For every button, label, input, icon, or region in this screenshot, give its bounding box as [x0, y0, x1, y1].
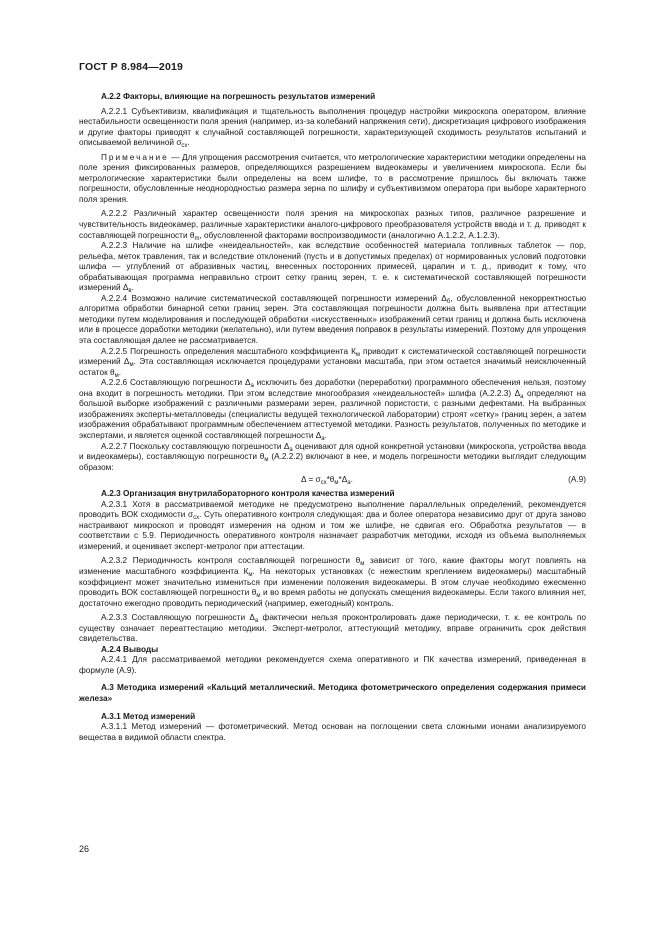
section-heading-a31: А.3.1 Метод измерений — [101, 711, 196, 721]
paragraph-a233: А.2.3.3 Составляющую погрешности $\Delta_а$ фактически нельзя проконтролировать даже периодически, т. к. ее контроль по существу означает переаттестацию методики. Эксперт-метролог, аттестующий методику, вправе ограничить срок действия свидетельства. — [79, 613, 586, 644]
page-number: 26 — [79, 844, 90, 854]
note-paragraph: Примечание — Для упрощения рассмотрения считается, что метрологические характеристики методики определены на поле зрения фиксированных размеров, определяющихся разрешением видеокамеры и увеличением микроскопа. Если бы метрологические характеристики были определены на всем шлифе, то в рассмотрение пришлось бы включать также погрешности, обусловленные неоднородностью размера зерна по шлифу и субъективизмом оператора при выборе характерного поля зрения. — [79, 152, 586, 204]
paragraph-a226: А.2.2.6 Составляющую погрешности $\Delta_а$ исключить без доработки (переработки) программного обеспечения нельзя, поэтому она входит в погрешность методики. При этом вследствие многообразия «неидеальностей» шлифа (А.2.2.3) $\Delta_а$ определяют на большой выборке изображений с различными размерами зерен, различной пористости, с разными дефектами. На выбранных изображениях эксперты-металловеды (специалисты ведущей технологической лаборатории) строят «сетку» границ зерен, а затем изображения обрабатывают программным обеспечением аттестуемой методики. Разность результатов, полученных по методике и экспертами, и является оценкой составляющей погрешности $\Delta_а$. — [79, 378, 586, 442]
note-label: Примечание — [101, 152, 169, 162]
paragraph-a311: А.3.1.1 Метод измерений — фотометрический. Метод основан на поглощении света сложными ионами анализируемого вещества в видимой области спектра. — [79, 722, 586, 742]
document-body — [79, 92, 586, 743]
paragraph-a231: А.2.3.1 Хотя в рассматриваемой методике не предусмотрено выполнение параллельных определений, рекомендуется проводить ВОК сходимости $\sigma_{сх}$. Суть оперативного контроля следующая: два и более оператора независимо друг от друга заново настраивают микроскоп и проводят измерения на одном и том же шлифе, не сдвигая его. Обработка результатов — в соответствии с 5.9. Периодичность оперативного контроля назначает разработчик методики, исходя из объема выполняемых измерений, и оценивает эксперт-метролог при аттестации. — [79, 499, 586, 551]
paragraph-a223: А.2.2.3 Наличие на шлифе «неидеальностей», как вследствие особенностей материала топливных таблеток — пор, рельефа, меток травления, так и вследствие отклонений (пусть и в допустимых пределах) от нормированных условий подготовки шлифа — углублений от абразивных частиц, внесенных посторонних примесей, царапин и т. д., приводит к тому, что обрабатывающая программа неправильно строит сетку границ зерен, т. е. к систематической составляющей погрешности измерений $\Delta_в$. — [79, 241, 586, 295]
paragraph-a227: А.2.2.7 Поскольку составляющую погрешности $\Delta_а$ оценивают для одной конкретной установки (микроскопа, устройства ввода и видеокамеры), составляющую погрешности $\theta_м$ (А.2.2.2) включают в нее, и модель погрешности методики выглядит следующим образом: — [79, 441, 586, 472]
formula-body: $\Delta = \sigma_{сх}*\theta_м*\Delta_а$. — [301, 475, 353, 487]
paragraph-a224: А.2.2.4 Возможно наличие систематической составляющей погрешности измерений $\Delta_б$, обусловленной некорректностью алгоритма обработки бинарной сетки границ зерен. Эта составляющая погрешности должна быть выявлена при аттестации методики путем моделирования и последующей обработки «искусственных» изображений сетки границ и должна быть исключена или в процессе доработки методики (желательно), или путем введения поправок в результаты измерений. Поэтому для упрощения эта составляющая далее не рассматривается. — [79, 293, 587, 346]
section-heading-a23: А.2.3 Организация внутрилабораторного контроля качества измерений — [101, 489, 395, 499]
section-heading-a22: А.2.2 Факторы, влияющие на погрешность результатов измерений — [101, 92, 376, 101]
paragraph-a222: А.2.2.2 Различный характер освещенности поля зрения на микроскопах разных типов, различное разрешение и чувствительность видеокамер, различные характеристики аналого-цифрового преобразователя устройств ввода и т. д. приводят к составляющей погрешности $\theta_m$, обусловленной факторами воспроизводимости (аналогично А.1.2.2, А.1.2.3). — [79, 209, 586, 242]
section-heading-a24: А.2.4 Выводы — [101, 644, 159, 654]
section-heading-a3: А.3 Методика измерений «Кальций металлический. Методика фотометрического определения содержания примеси железа» — [79, 683, 586, 703]
paragraph-a232: А.2.3.2 Периодичность контроля составляющей погрешности $\theta_м$ зависит от того, какие факторы могут повлиять на изменение масштабного коэффициента $К_м$. На некоторых установках (с нежестким креплением видеокамеры) масштабный коэффициент может значительно измениться при изменении положения видеокамеры. В этом случае необходимо ежесменно проводить ВОК составляющей погрешности $\theta_м$ и во время работы не допускать смещения видеокамеры. Если такого влияния нет, достаточно ежегодно проводить периодический (например, ежегодный) контроль. — [79, 556, 586, 608]
paragraph-a225: А.2.2.5 Погрешность определения масштабного коэффициента $К_м$ приводит к систематической составляющей погрешности измерений $\Delta_м$. Эта составляющая исключается процедурами установки масштаба, при этом остается значимый неисключенный остаток $\theta_м$. — [79, 346, 587, 379]
paragraph-a241: А.2.4.1 Для рассматриваемой методики рекомендуется схема оперативного и ПК качества измерений, приведенная в формуле (А.9). — [79, 655, 586, 675]
paragraph-a221: А.2.2.1 Субъективизм, квалификация и тщательность выполнения процедур настройки микроскопа оператором, влияние нестабильности освещенности поля зрения (например, из-за колебаний напряжения сети), дискретизация цифрового изображения и другие факторы приводят к случайной составляющей погрешности, характеризующей сходимость результатов испытаний и описываемой величиной $\sigma_{сх}$. — [79, 106, 586, 150]
formula-number: (А.9) — [568, 475, 586, 485]
formula-a9 — [79, 474, 586, 487]
document-header: ГОСТ Р 8.984—2019 — [79, 61, 184, 73]
